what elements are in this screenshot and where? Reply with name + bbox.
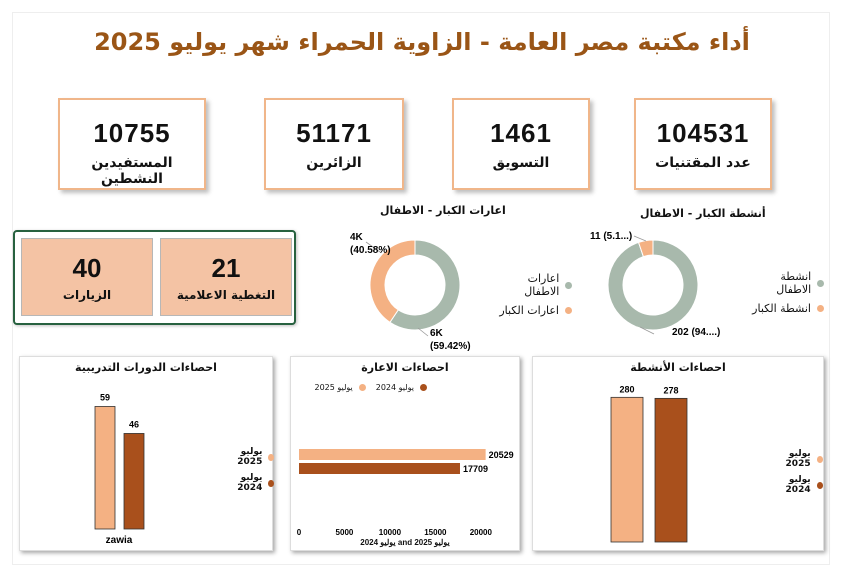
activities-legend (744, 270, 824, 321)
legend-swatch (817, 482, 823, 489)
loans-donut-chart (300, 222, 490, 352)
data-label: 278 (663, 385, 679, 396)
bar (299, 463, 460, 474)
legend-label: يوليو 2024 (237, 473, 263, 493)
kpi-label: الزيارات (62, 288, 112, 302)
bar (124, 433, 144, 529)
legend-item (765, 475, 823, 495)
chart-title: اعارات الكبار - الاطفال (380, 204, 506, 217)
chart-title: احصاءات الأنشطة (630, 361, 726, 374)
kpi-value: 10755 (93, 118, 171, 148)
data-label: (40.58%) (350, 245, 391, 256)
kpi-marketing (452, 98, 590, 190)
legend-swatch (565, 282, 572, 289)
legend-label: اعارات الاطفال (524, 272, 560, 298)
legend-swatch (565, 307, 572, 314)
legend-label: انشطة الكبار (752, 302, 811, 315)
legend-label: انشطة الاطفال (776, 270, 812, 296)
kpi-value: 21 (211, 253, 241, 283)
legend-item (765, 449, 823, 469)
legend-label: اعارات الكبار (499, 304, 559, 317)
x-axis-label: يوليو 2024 and يوليو 2025 (360, 538, 450, 547)
kpi-value: 104531 (656, 118, 750, 148)
legend-item (222, 473, 274, 493)
tick-label: 15000 (424, 528, 447, 537)
legend-swatch (268, 454, 274, 461)
category-label: zawia (105, 535, 133, 546)
bar (299, 449, 486, 460)
legend-swatch (817, 305, 824, 312)
courses-panel (19, 356, 273, 551)
kpi-label: التسويق (492, 155, 550, 171)
kpi-label: التغطية الاعلامية (176, 288, 276, 302)
kpi-value: 51171 (296, 118, 372, 148)
tick-label: 10000 (378, 528, 402, 537)
courses-legend (222, 447, 274, 499)
data-label: 202 (94....) (672, 327, 721, 338)
bar (655, 398, 687, 542)
legend-item (744, 302, 824, 315)
activities-panel (532, 356, 824, 551)
data-label: 11 (5.1...) (590, 231, 633, 242)
kpi-visits (21, 238, 153, 316)
legend-label: يوليو 2024 (375, 383, 414, 392)
data-label: (59.42%) (430, 341, 471, 352)
data-label: 20529 (488, 450, 514, 460)
activities-bar-legend (765, 449, 823, 501)
tick-label: 5000 (335, 528, 354, 537)
kpi-value: 1461 (490, 118, 552, 148)
legend-label: يوليو 2025 (785, 449, 811, 469)
data-label: 59 (99, 392, 111, 403)
small-kpi-group (13, 230, 296, 325)
legend-item (492, 272, 572, 298)
data-label: 46 (128, 419, 140, 430)
data-label: 4K (350, 232, 363, 243)
bar (611, 397, 643, 542)
legend-swatch (268, 480, 274, 487)
legend-swatch (817, 280, 824, 287)
loans-bar-chart (291, 357, 521, 552)
chart-title: أنشطة الكبار - الاطفال (640, 207, 766, 220)
kpi-label: المستفيدين النشطين (91, 155, 173, 187)
legend-swatch (817, 456, 823, 463)
data-label: 6K (430, 328, 443, 339)
kpi-value: 40 (72, 253, 102, 283)
kpi-visitors (264, 98, 404, 190)
legend-item (492, 304, 572, 317)
bar (95, 406, 115, 529)
legend-label: يوليو 2024 (785, 475, 811, 495)
kpi-media-coverage (160, 238, 292, 316)
kpi-active-beneficiaries (58, 98, 206, 190)
loans-panel (290, 356, 520, 551)
kpi-label: الزائرين (306, 155, 362, 171)
loans-legend (492, 272, 572, 323)
leader-line (634, 236, 646, 241)
data-label: 280 (619, 384, 635, 395)
kpi-holdings (634, 98, 772, 190)
chart-title: احصاءات الدورات التدريبية (75, 361, 217, 374)
chart-title: احصاءات الاعارة (361, 361, 449, 374)
legend-item (744, 270, 824, 296)
legend-item (222, 447, 274, 467)
kpi-label: عدد المقتنيات (655, 155, 751, 171)
tick-label: 0 (296, 528, 302, 537)
page-title: أداء مكتبة مصر العامة - الزاوية الحمراء شهر يوليو 2025 (94, 28, 750, 56)
tick-label: 20000 (469, 528, 492, 537)
legend-label: يوليو 2025 (314, 383, 353, 392)
legend-label: يوليو 2025 (237, 447, 263, 467)
data-label: 17709 (462, 464, 489, 474)
activities-donut-chart (580, 222, 740, 352)
